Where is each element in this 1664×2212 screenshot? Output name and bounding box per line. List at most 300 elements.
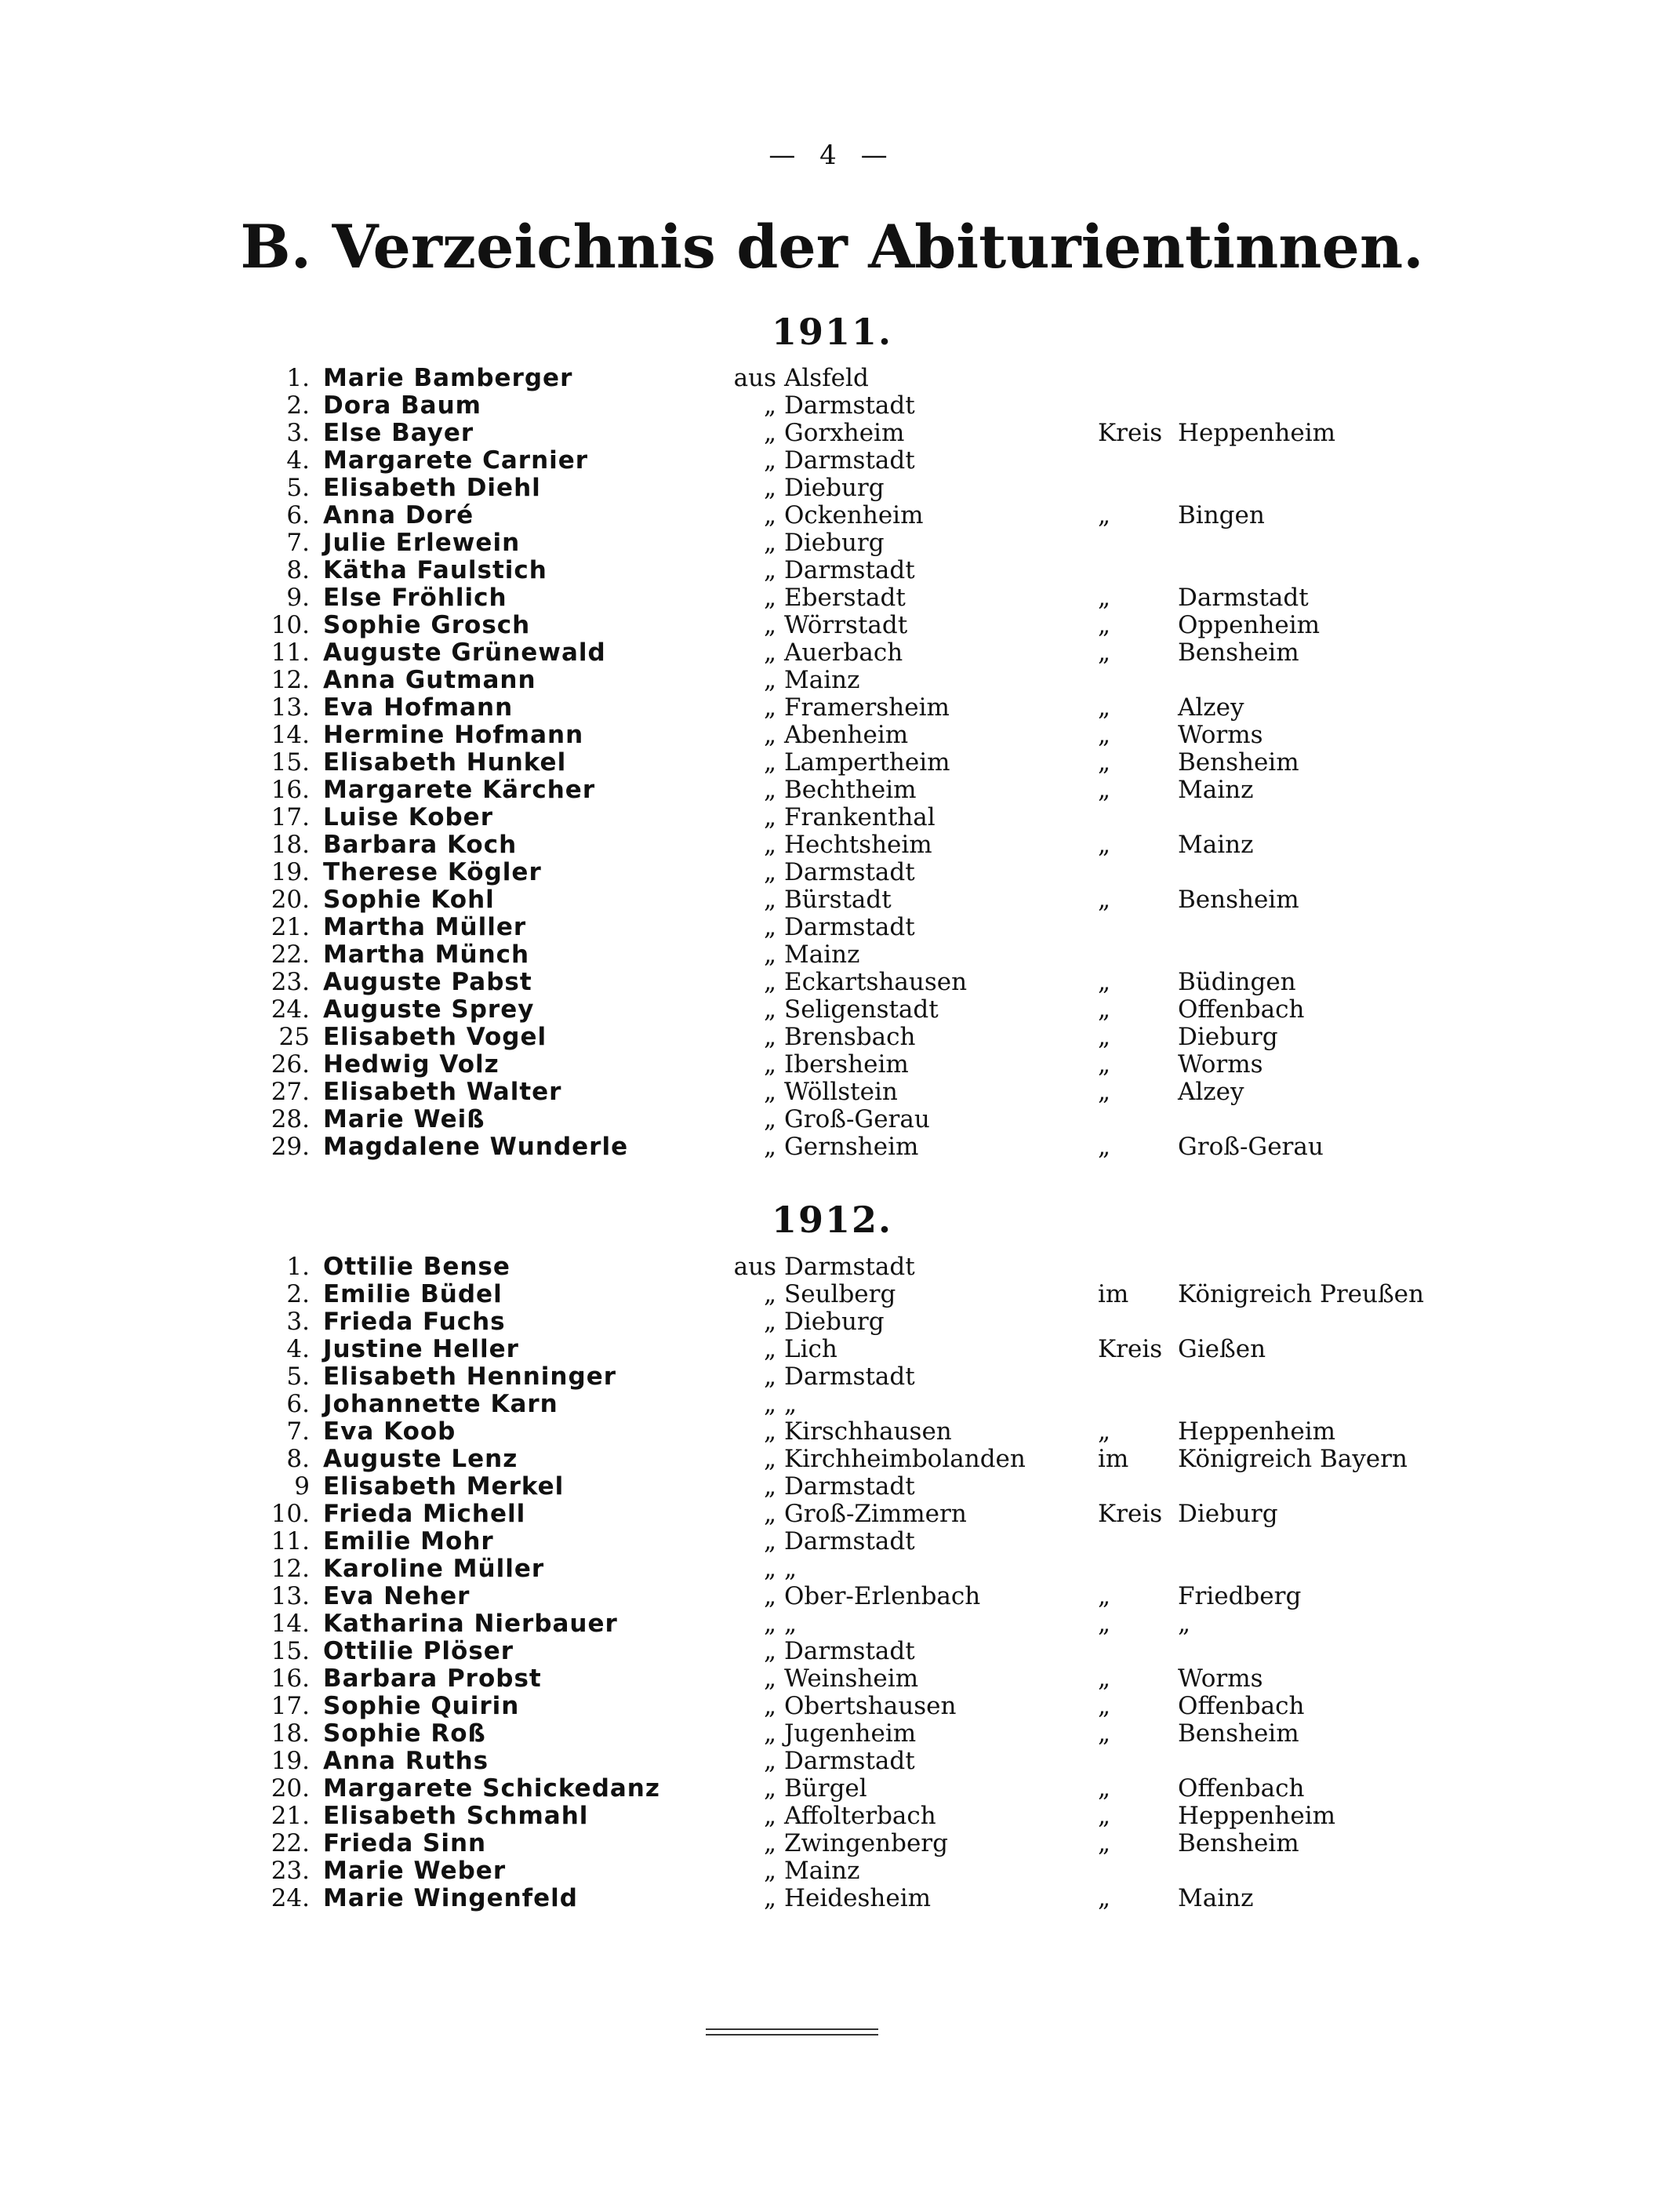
entry-number: 11.	[271, 1527, 310, 1555]
hometown: „	[784, 1390, 797, 1418]
entry-number: 5.	[286, 474, 310, 502]
list-item	[0, 1610, 1664, 1638]
district-name: Mainz	[1178, 831, 1254, 859]
origin-marker: „	[763, 721, 776, 749]
origin-marker: „	[763, 913, 776, 941]
hometown: Darmstadt	[784, 1527, 915, 1555]
student-name: Marie Wingenfeld	[323, 1884, 579, 1912]
hometown: Jugenheim	[784, 1719, 917, 1748]
district-name: Heppenheim	[1178, 1417, 1336, 1446]
origin-marker: „	[763, 1719, 776, 1748]
district-name: Dieburg	[1178, 1500, 1278, 1528]
hometown: Bürstadt	[784, 886, 892, 914]
student-name: Ottilie Bense	[323, 1253, 510, 1281]
student-name: Anna Gutmann	[323, 666, 536, 694]
hometown: Eckartshausen	[784, 968, 968, 996]
district-prefix: „	[1098, 693, 1111, 722]
origin-marker: „	[763, 1582, 776, 1610]
origin-marker: „	[763, 1050, 776, 1079]
origin-marker: „	[763, 858, 776, 886]
list-item	[0, 1106, 1664, 1133]
district-prefix: im	[1098, 1445, 1129, 1473]
student-name: Kätha Faulstich	[323, 556, 547, 584]
origin-marker: „	[763, 1390, 776, 1418]
origin-marker: „	[763, 529, 776, 557]
hometown: Framersheim	[784, 693, 950, 722]
entry-number: 1.	[286, 1253, 310, 1281]
hometown: Darmstadt	[784, 1472, 915, 1501]
list-item	[0, 941, 1664, 969]
entry-number: 10.	[271, 611, 310, 639]
entry-number: 8.	[286, 556, 310, 584]
origin-marker: „	[763, 419, 776, 447]
entry-number: 20.	[271, 886, 310, 914]
district-prefix: „	[1098, 1610, 1111, 1638]
origin-marker: „	[763, 1802, 776, 1830]
list-item	[0, 1501, 1664, 1528]
origin-marker: „	[763, 1308, 776, 1336]
district-name: „	[1178, 1610, 1191, 1638]
hometown: Kirschhausen	[784, 1417, 952, 1446]
entry-number: 19.	[271, 1747, 310, 1775]
district-name: Bensheim	[1178, 1829, 1299, 1857]
entry-number: 7.	[286, 1417, 310, 1446]
district-prefix: „	[1098, 776, 1111, 804]
hometown: Hechtsheim	[784, 831, 932, 859]
origin-marker: „	[763, 391, 776, 420]
district-name: Worms	[1178, 1664, 1263, 1693]
entry-number: 2.	[286, 391, 310, 420]
entry-number: 1.	[286, 364, 310, 392]
list-item	[0, 1281, 1664, 1308]
origin-marker: „	[763, 1555, 776, 1583]
hometown: Frankenthal	[784, 803, 936, 831]
closing-double-rule	[706, 2028, 878, 2036]
origin-marker: aus	[733, 1253, 776, 1281]
list-item	[0, 667, 1664, 694]
student-name: Elisabeth Schmahl	[323, 1802, 589, 1830]
list-item	[0, 1079, 1664, 1106]
entry-number: 8.	[286, 1445, 310, 1473]
hometown: „	[784, 1555, 797, 1583]
list-item	[0, 1253, 1664, 1281]
district-prefix: „	[1098, 1692, 1111, 1720]
entry-number: 22.	[271, 1829, 310, 1857]
hometown: Brensbach	[784, 1023, 916, 1051]
hometown: Darmstadt	[784, 1253, 915, 1281]
entry-number: 19.	[271, 858, 310, 886]
entry-number: 26.	[271, 1050, 310, 1079]
hometown: Eberstadt	[784, 584, 906, 612]
origin-marker: „	[763, 1280, 776, 1308]
entry-number: 18.	[271, 1719, 310, 1748]
student-name: Johannette Karn	[323, 1390, 558, 1418]
list-item	[0, 612, 1664, 639]
list-item	[0, 804, 1664, 831]
list-item	[0, 914, 1664, 941]
hometown: Weinsheim	[784, 1664, 919, 1693]
hometown: Groß-Zimmern	[784, 1500, 967, 1528]
student-list-1912	[0, 1253, 1664, 1912]
district-name: Bensheim	[1178, 886, 1299, 914]
student-name: Sophie Kohl	[323, 886, 495, 914]
origin-marker: „	[763, 1527, 776, 1555]
origin-marker: „	[763, 968, 776, 996]
student-name: Barbara Probst	[323, 1664, 542, 1693]
student-name: Elisabeth Merkel	[323, 1472, 565, 1501]
district-prefix: „	[1098, 1023, 1111, 1051]
district-name: Königreich Preußen	[1178, 1280, 1424, 1308]
student-name: Eva Koob	[323, 1417, 456, 1446]
entry-number: 12.	[271, 1555, 310, 1583]
hometown: Obertshausen	[784, 1692, 957, 1720]
entry-number: 23.	[271, 968, 310, 996]
district-prefix: Kreis	[1098, 419, 1163, 447]
origin-marker: „	[763, 1445, 776, 1473]
student-name: Frieda Sinn	[323, 1829, 487, 1857]
district-prefix: „	[1098, 1829, 1111, 1857]
entry-number: 22.	[271, 940, 310, 969]
entry-number: 12.	[271, 666, 310, 694]
origin-marker: „	[763, 1829, 776, 1857]
entry-number: 27.	[271, 1078, 310, 1106]
district-name: Dieburg	[1178, 1023, 1278, 1051]
district-prefix: „	[1098, 1664, 1111, 1693]
student-name: Emilie Mohr	[323, 1527, 494, 1555]
student-name: Margarete Kärcher	[323, 776, 596, 804]
district-prefix: „	[1098, 584, 1111, 612]
student-name: Sophie Grosch	[323, 611, 531, 639]
district-name: Friedberg	[1178, 1582, 1302, 1610]
district-name: Alzey	[1178, 693, 1244, 722]
origin-marker: „	[763, 1637, 776, 1665]
student-name: Hedwig Volz	[323, 1050, 500, 1079]
year-heading-1911: 1911.	[771, 311, 893, 353]
origin-marker: „	[763, 776, 776, 804]
student-name: Hermine Hofmann	[323, 721, 584, 749]
list-item	[0, 1665, 1664, 1693]
district-name: Königreich Bayern	[1178, 1445, 1408, 1473]
list-item	[0, 1720, 1664, 1748]
hometown: Auerbach	[784, 638, 903, 667]
origin-marker: „	[763, 474, 776, 502]
district-prefix: „	[1098, 501, 1111, 529]
origin-marker: „	[763, 886, 776, 914]
student-name: Elisabeth Hunkel	[323, 748, 567, 777]
student-name: Marie Weiß	[323, 1105, 485, 1133]
entry-number: 4.	[286, 446, 310, 475]
hometown: Affolterbach	[784, 1802, 936, 1830]
entry-number: 21.	[271, 913, 310, 941]
district-prefix: „	[1098, 1417, 1111, 1446]
list-item	[0, 1528, 1664, 1555]
district-name: Alzey	[1178, 1078, 1244, 1106]
entry-number: 16.	[271, 1664, 310, 1693]
student-name: Dora Baum	[323, 391, 481, 420]
origin-marker: „	[763, 584, 776, 612]
student-name: Marie Weber	[323, 1857, 507, 1885]
hometown: Darmstadt	[784, 1362, 915, 1391]
origin-marker: „	[763, 803, 776, 831]
hometown: Darmstadt	[784, 913, 915, 941]
list-item	[0, 996, 1664, 1024]
hometown: Mainz	[784, 666, 860, 694]
origin-marker: „	[763, 1335, 776, 1363]
list-item	[0, 557, 1664, 584]
page-title: B. Verzeichnis der Abiturientinnen.	[240, 212, 1424, 282]
district-name: Offenbach	[1178, 1774, 1305, 1803]
student-name: Katharina Nierbauer	[323, 1610, 618, 1638]
entry-number: 17.	[271, 1692, 310, 1720]
entry-number: 17.	[271, 803, 310, 831]
district-prefix: „	[1098, 886, 1111, 914]
district-name: Worms	[1178, 721, 1263, 749]
list-item	[0, 392, 1664, 420]
list-item	[0, 722, 1664, 749]
origin-marker: aus	[733, 364, 776, 392]
student-name: Auguste Lenz	[323, 1445, 518, 1473]
list-item	[0, 475, 1664, 502]
district-name: Bensheim	[1178, 1719, 1299, 1748]
origin-marker: „	[763, 748, 776, 777]
district-prefix: „	[1098, 1050, 1111, 1079]
list-item	[0, 1693, 1664, 1720]
hometown: Lampertheim	[784, 748, 950, 777]
hometown: Dieburg	[784, 529, 885, 557]
district-name: Offenbach	[1178, 995, 1305, 1024]
district-prefix: „	[1098, 1133, 1111, 1161]
list-item	[0, 1885, 1664, 1912]
district-name: Mainz	[1178, 776, 1254, 804]
student-name: Anna Ruths	[323, 1747, 489, 1775]
origin-marker: „	[763, 1105, 776, 1133]
entry-number: 24.	[271, 1884, 310, 1912]
student-name: Luise Kober	[323, 803, 493, 831]
hometown: Mainz	[784, 1857, 860, 1885]
hometown: Gorxheim	[784, 419, 905, 447]
entry-number: 20.	[271, 1774, 310, 1803]
entry-number: 6.	[286, 1390, 310, 1418]
list-item	[0, 1830, 1664, 1857]
list-item	[0, 1473, 1664, 1501]
student-name: Eva Hofmann	[323, 693, 514, 722]
district-prefix: „	[1098, 831, 1111, 859]
origin-marker: „	[763, 940, 776, 969]
entry-number: 11.	[271, 638, 310, 667]
hometown: Mainz	[784, 940, 860, 969]
list-item	[0, 1748, 1664, 1775]
student-name: Sophie Quirin	[323, 1692, 520, 1720]
origin-marker: „	[763, 1500, 776, 1528]
list-item	[0, 1446, 1664, 1473]
student-name: Margarete Carnier	[323, 446, 589, 475]
origin-marker: „	[763, 693, 776, 722]
hometown: Darmstadt	[784, 556, 915, 584]
origin-marker: „	[763, 1417, 776, 1446]
list-item	[0, 502, 1664, 529]
hometown: Ibersheim	[784, 1050, 909, 1079]
district-prefix: Kreis	[1098, 1335, 1163, 1363]
hometown: Heidesheim	[784, 1884, 932, 1912]
list-item	[0, 1133, 1664, 1161]
entry-number: 28.	[271, 1105, 310, 1133]
list-item	[0, 365, 1664, 392]
hometown: Darmstadt	[784, 391, 915, 420]
student-name: Sophie Roß	[323, 1719, 486, 1748]
hometown: Darmstadt	[784, 1637, 915, 1665]
origin-marker: „	[763, 638, 776, 667]
student-name: Elisabeth Walter	[323, 1078, 562, 1106]
district-name: Offenbach	[1178, 1692, 1305, 1720]
student-name: Ottilie Plöser	[323, 1637, 514, 1665]
hometown: Groß-Gerau	[784, 1105, 930, 1133]
hometown: Seulberg	[784, 1280, 896, 1308]
hometown: Zwingenberg	[784, 1829, 948, 1857]
entry-number: 24.	[271, 995, 310, 1024]
district-name: Gießen	[1178, 1335, 1266, 1363]
entry-number: 4.	[286, 1335, 310, 1363]
entry-number: 14.	[271, 1610, 310, 1638]
hometown: Darmstadt	[784, 1747, 915, 1775]
entry-number: 23.	[271, 1857, 310, 1885]
origin-marker: „	[763, 1362, 776, 1391]
student-name: Anna Doré	[323, 501, 474, 529]
student-name: Auguste Grünewald	[323, 638, 606, 667]
year-heading-1912: 1912.	[771, 1199, 893, 1241]
page-number: — 4 —	[768, 140, 896, 171]
list-item	[0, 1555, 1664, 1583]
hometown: Gernsheim	[784, 1133, 919, 1161]
hometown: Abenheim	[784, 721, 909, 749]
hometown: Dieburg	[784, 474, 885, 502]
district-prefix: im	[1098, 1280, 1129, 1308]
list-item	[0, 529, 1664, 557]
origin-marker: „	[763, 1857, 776, 1885]
origin-marker: „	[763, 1023, 776, 1051]
student-name: Frieda Fuchs	[323, 1308, 506, 1336]
district-name: Heppenheim	[1178, 1802, 1336, 1830]
origin-marker: „	[763, 446, 776, 475]
entry-number: 21.	[271, 1802, 310, 1830]
student-name: Elisabeth Diehl	[323, 474, 541, 502]
list-item	[0, 584, 1664, 612]
entry-number: 9.	[286, 584, 310, 612]
district-prefix: „	[1098, 638, 1111, 667]
district-prefix: „	[1098, 995, 1111, 1024]
district-prefix: „	[1098, 1719, 1111, 1748]
entry-number: 13.	[271, 693, 310, 722]
hometown: Dieburg	[784, 1308, 885, 1336]
entry-number: 3.	[286, 419, 310, 447]
list-item	[0, 1857, 1664, 1885]
student-name: Karoline Müller	[323, 1555, 545, 1583]
hometown: Bechtheim	[784, 776, 917, 804]
student-name: Else Fröhlich	[323, 584, 507, 612]
list-item	[0, 969, 1664, 996]
district-name: Bensheim	[1178, 748, 1299, 777]
hometown: Lich	[784, 1335, 837, 1363]
student-name: Auguste Pabst	[323, 968, 532, 996]
entry-number: 29.	[271, 1133, 310, 1161]
entry-number: 18.	[271, 831, 310, 859]
entry-number: 2.	[286, 1280, 310, 1308]
entry-number: 6.	[286, 501, 310, 529]
list-item	[0, 1391, 1664, 1418]
list-item	[0, 1363, 1664, 1391]
district-prefix: „	[1098, 748, 1111, 777]
origin-marker: „	[763, 1747, 776, 1775]
district-name: Bensheim	[1178, 638, 1299, 667]
district-name: Darmstadt	[1178, 584, 1309, 612]
hometown: „	[784, 1610, 797, 1638]
hometown: Bürgel	[784, 1774, 867, 1803]
student-name: Julie Erlewein	[323, 529, 521, 557]
student-name: Therese Kögler	[323, 858, 542, 886]
student-name: Else Bayer	[323, 419, 474, 447]
entry-number: 14.	[271, 721, 310, 749]
list-item	[0, 1638, 1664, 1665]
list-item	[0, 447, 1664, 475]
student-name: Magdalene Wunderle	[323, 1133, 629, 1161]
entry-number: 7.	[286, 529, 310, 557]
origin-marker: „	[763, 1774, 776, 1803]
district-prefix: Kreis	[1098, 1500, 1163, 1528]
entry-number: 5.	[286, 1362, 310, 1391]
list-item	[0, 1308, 1664, 1336]
origin-marker: „	[763, 611, 776, 639]
list-item	[0, 859, 1664, 886]
entry-number: 13.	[271, 1582, 310, 1610]
entry-number: 25	[278, 1023, 310, 1051]
origin-marker: „	[763, 666, 776, 694]
student-name: Elisabeth Henninger	[323, 1362, 617, 1391]
district-prefix: „	[1098, 968, 1111, 996]
origin-marker: „	[763, 1610, 776, 1638]
hometown: Kirchheimbolanden	[784, 1445, 1026, 1473]
district-name: Mainz	[1178, 1884, 1254, 1912]
district-name: Bingen	[1178, 501, 1265, 529]
entry-number: 10.	[271, 1500, 310, 1528]
student-name: Barbara Koch	[323, 831, 518, 859]
student-name: Eva Neher	[323, 1582, 470, 1610]
origin-marker: „	[763, 1078, 776, 1106]
origin-marker: „	[763, 1664, 776, 1693]
list-item	[0, 1803, 1664, 1830]
district-prefix: „	[1098, 1884, 1111, 1912]
list-item	[0, 1583, 1664, 1610]
district-name: Heppenheim	[1178, 419, 1336, 447]
student-name: Elisabeth Vogel	[323, 1023, 547, 1051]
student-name: Marie Bamberger	[323, 364, 573, 392]
hometown: Alsfeld	[784, 364, 869, 392]
list-item	[0, 777, 1664, 804]
list-item	[0, 831, 1664, 859]
student-list-1911	[0, 365, 1664, 1161]
hometown: Ockenheim	[784, 501, 924, 529]
entry-number: 9	[294, 1472, 310, 1501]
hometown: Darmstadt	[784, 858, 915, 886]
hometown: Wöllstein	[784, 1078, 898, 1106]
student-name: Martha Münch	[323, 940, 530, 969]
entry-number: 16.	[271, 776, 310, 804]
district-prefix: „	[1098, 1078, 1111, 1106]
list-item	[0, 420, 1664, 447]
origin-marker: „	[763, 1692, 776, 1720]
list-item	[0, 1336, 1664, 1363]
origin-marker: „	[763, 1884, 776, 1912]
origin-marker: „	[763, 831, 776, 859]
district-prefix: „	[1098, 1774, 1111, 1803]
